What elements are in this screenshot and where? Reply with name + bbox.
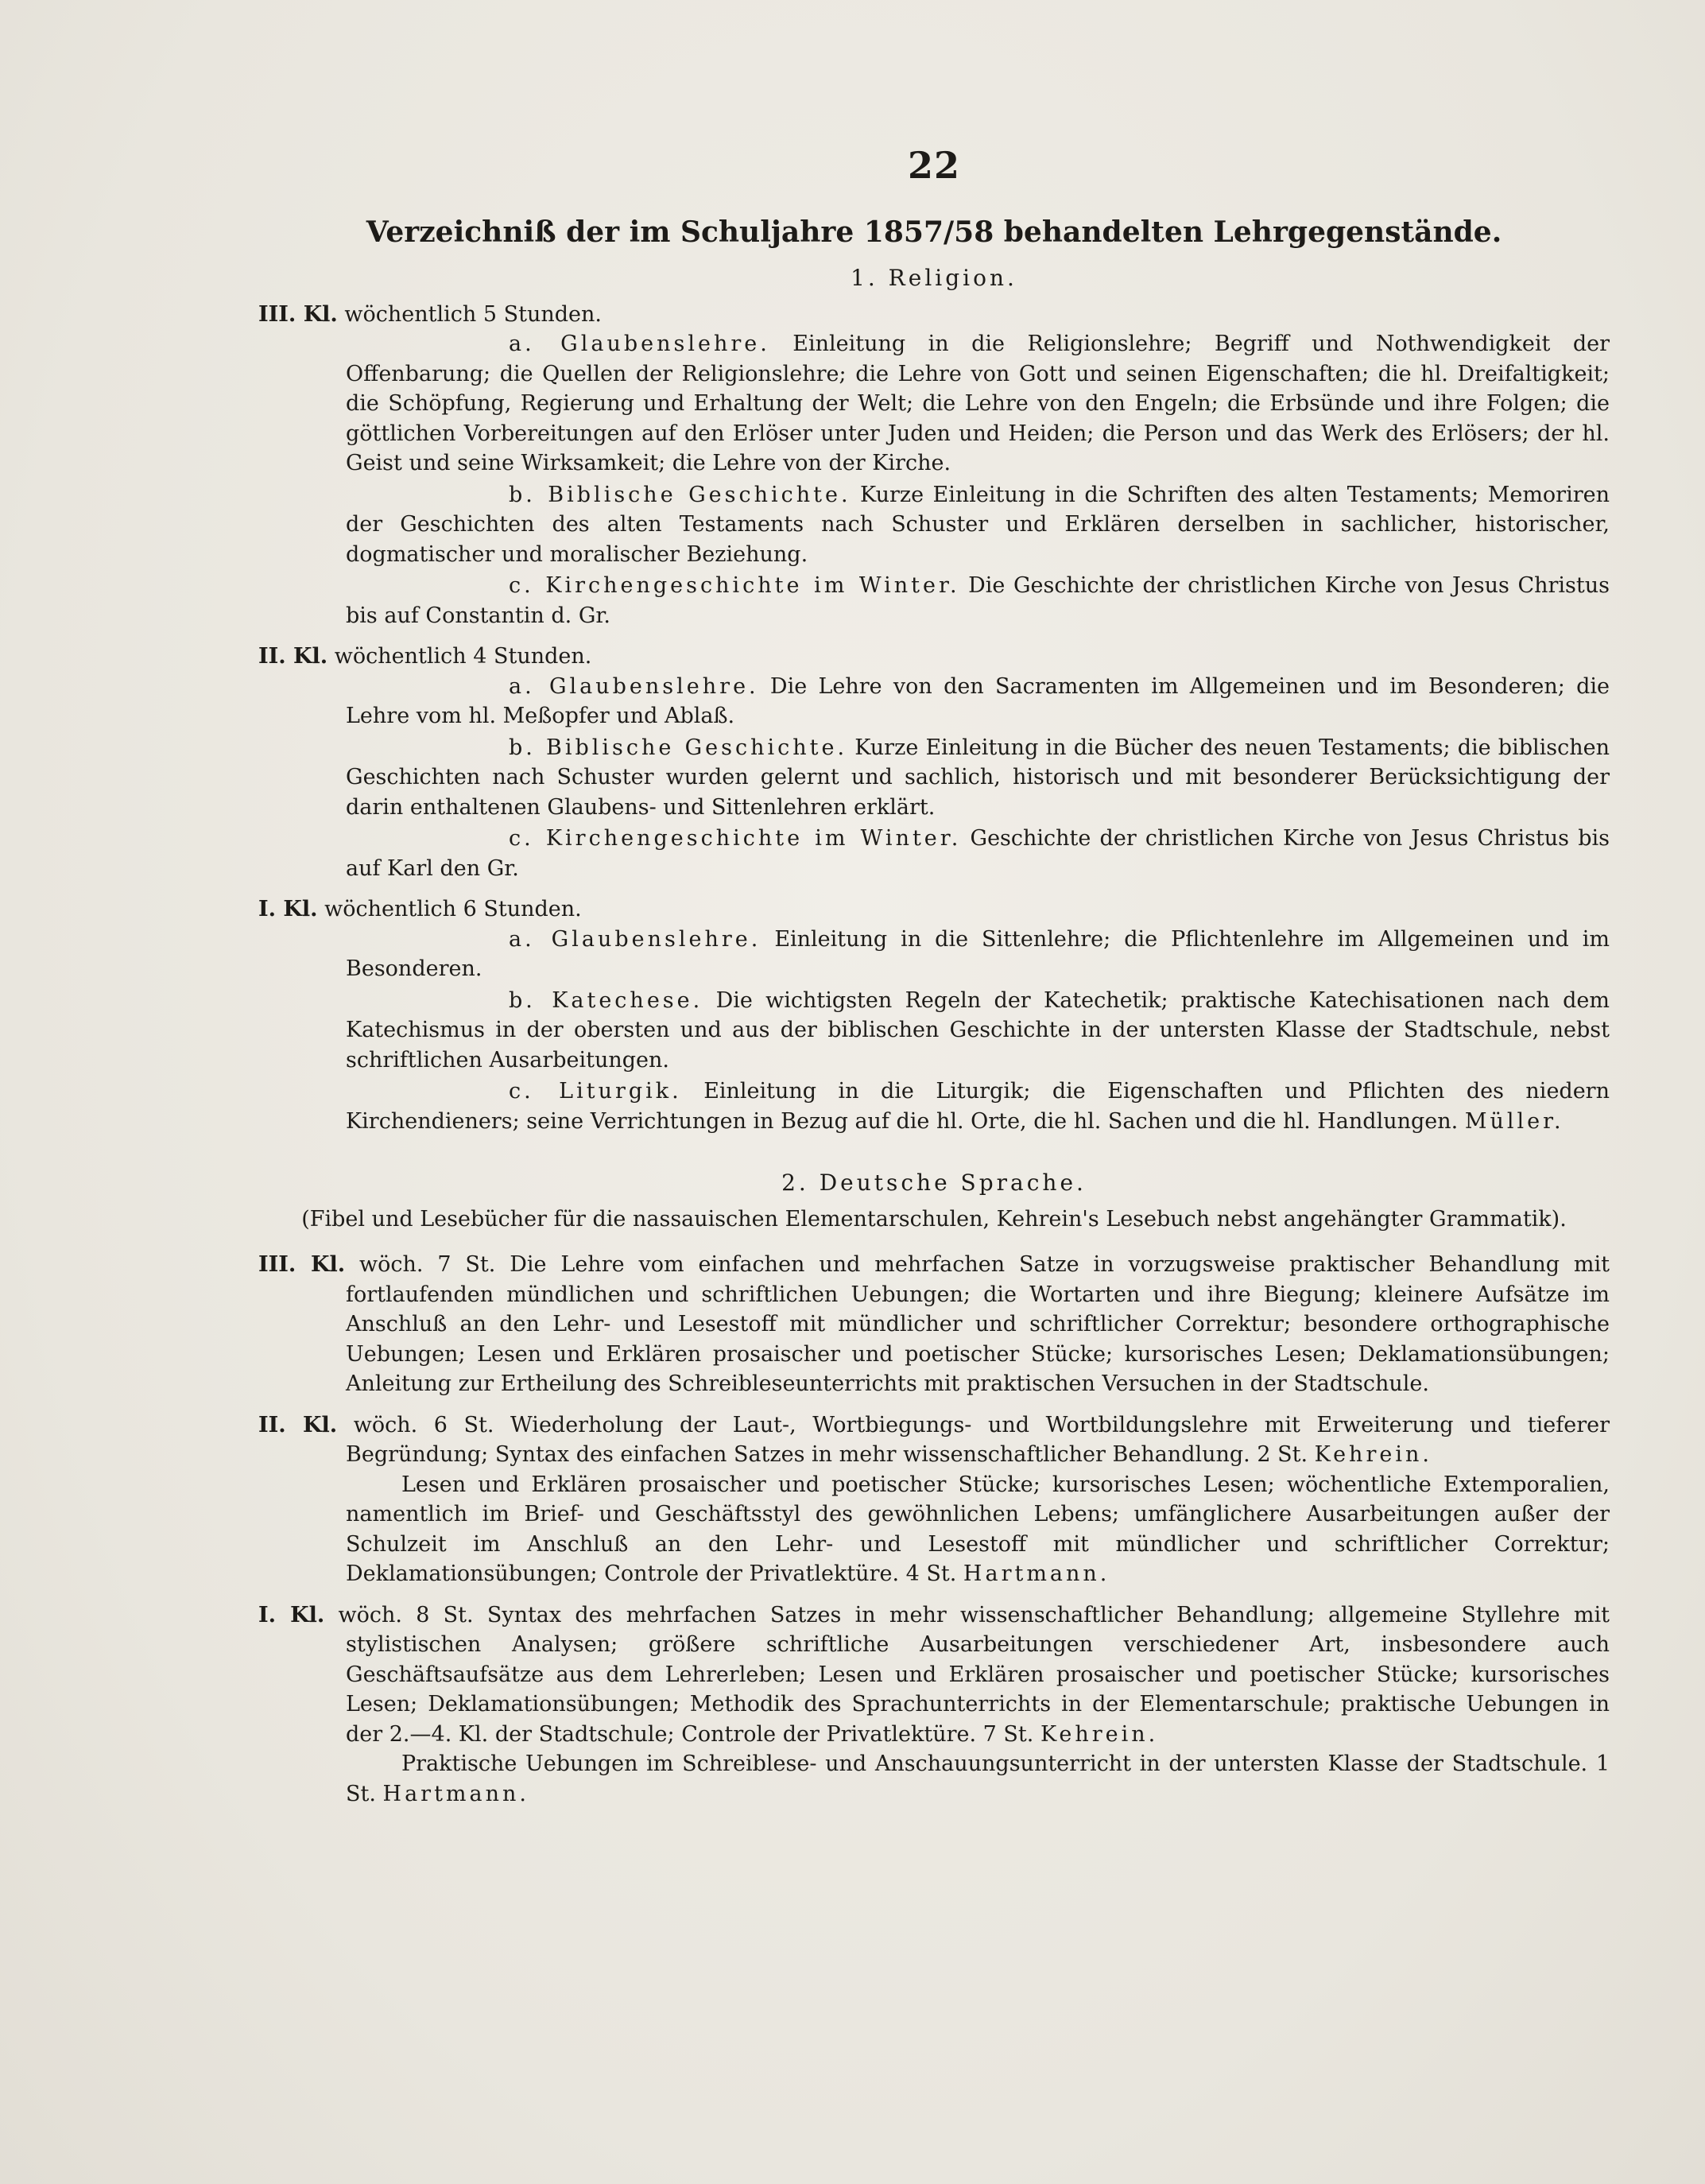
class-label: III. Kl. <box>258 301 338 327</box>
religion-class-iii <box>258 300 1610 631</box>
deutsch-class-ii: II. Kl. wöch. 6 St. Wiederholung der Laut-, Wortbiegungs- und Wortbildungslehre mit Erweiterung und tieferer Begründung; Syntax des einfachen Satzes in mehr wissenschaftlicher Behandlung. 2 St. Kehrein. Lesen und Erklären prosaischer und poetischer Stücke; kursorisches Lesen; wöchentliche Extemporalien, namentlich im Brief- und Geschäftsstyl des gewöhnlichen Lebens; umfänglichere Ausarbeitungen außer der Schulzeit im Anschluß an den Lehr- und Lesestoff mit mündlicher und schriftlicher Correktur; Deklamationsübungen; Controle der Privatlektüre. 4 St. Hartmann. <box>258 1412 1610 1586</box>
class-hours: wöch. 6 St. <box>353 1412 494 1437</box>
deutsch-class-i: I. Kl. wöch. 8 St. Syntax des mehrfachen Satzes in mehr wissenschaftlicher Behandlung; allgemeine Styllehre mit stylistischen Analysen; größere schriftliche Ausarbeitungen verschiedener Art, insbesondere auch Geschäftsaufsätze aus dem Lehrerleben; Lesen und Erklären prosaischer und poetischer Stücke; kursorisches Lesen; Deklamationsübungen; Methodik des Sprachunterrichts in der Elementarschule; praktische Uebungen in der 2.—4. Kl. der Stadtschule; Controle der Privatlektüre. 7 St. Kehrein. Praktische Uebungen im Schreiblese- und Anschauungsunterricht in der untersten Klasse der Stadtschule. 1 St. Hartmann. <box>258 1602 1610 1806</box>
class-label: III. Kl. <box>258 1252 346 1277</box>
teacher-name: Müller. <box>1464 1108 1564 1134</box>
page-number: 22 <box>907 144 960 187</box>
section-deutsch-note: (Fibel und Lesebücher für die nassauischen Elementarschulen, Kehrein's Lesebuch nebst angehängter Grammatik). <box>301 1206 1567 1232</box>
class-hours: wöchentlich 4 Stunden. <box>334 644 592 669</box>
religion-item: a. Glaubenslehre. Einleitung in die Sittenlehre; die Pflichtenlehre im Allgemeinen und im Besonderen. <box>346 926 1610 981</box>
religion-item: c. Liturgik. Einleitung in die Liturgik; die Eigenschaften und Pflichten des niedern Kirchendieners; seine Verrichtungen in Bezug auf die hl. Orte, die hl. Sachen und die hl. Handlungen. Müller. <box>346 1079 1610 1134</box>
page-content <box>258 144 1610 1820</box>
class-hours: wöch. 7 St. <box>359 1252 496 1277</box>
teacher-name: Kehrein. <box>1040 1721 1159 1747</box>
class-hours: wöchentlich 6 Stunden. <box>324 897 582 921</box>
section-religion-heading: 1. Religion. <box>851 265 1017 291</box>
religion-class-ii <box>258 642 1610 883</box>
class-label: II. Kl. <box>258 1412 338 1437</box>
document-title: Verzeichniß der im Schuljahre 1857/58 behandelten Lehrgegenstände. <box>366 215 1502 249</box>
teacher-name: Kehrein. <box>1314 1442 1432 1467</box>
teacher-name: Hartmann. <box>963 1561 1110 1586</box>
religion-item: a. Glaubenslehre. Die Lehre von den Sacramenten im Allgemeinen und im Besonderen; die Lehre vom hl. Meßopfer und Ablaß. <box>346 673 1610 728</box>
religion-item: b. Biblische Geschichte. Kurze Einleitung in die Bücher des neuen Testaments; die biblischen Geschichten nach Schuster wurden gelernt und sachlich, historisch und mit besonderer Berücksichtigung der darin enthaltenen Glaubens- und Sittenlehren erklärt. <box>346 735 1610 820</box>
religion-item: c. Kirchengeschichte im Winter. Die Geschichte der christlichen Kirche von Jesus Christus bis auf Constantin d. Gr. <box>346 573 1610 628</box>
class-hours: wöchentlich 5 Stunden. <box>344 301 602 327</box>
class-label: II. Kl. <box>258 644 328 669</box>
class-label: I. Kl. <box>258 1602 325 1627</box>
religion-class-i <box>258 894 1610 1136</box>
teacher-name: Hartmann. <box>382 1781 529 1806</box>
class-label: I. Kl. <box>258 897 318 921</box>
religion-item: b. Biblische Geschichte. Kurze Einleitung in die Schriften des alten Testaments; Memoriren der Geschichten des alten Testaments nach Schuster und Erklären derselben in sachlicher, historischer, dogmatischer und moralischer Beziehung. <box>346 482 1610 567</box>
deutsch-class-iii: III. Kl. wöch. 7 St. Die Lehre vom einfachen und mehrfachen Satze in vorzugsweise praktischer Behandlung mit fortlaufenden mündlichen und schriftlichen Uebungen; die Wortarten und ihre Biegung; kleinere Aufsätze im Anschluß an den Lehr- und Lesestoff mit mündlicher und schriftlicher Correktur; besondere orthographische Uebungen; Lesen und Erklären prosaischer und poetischer Stücke; kursorisches Lesen; Deklamationsübungen; Anleitung zur Ertheilung des Schreibleseunterrichts mit praktischen Versuchen in der Stadtschule. <box>258 1252 1610 1396</box>
religion-item: a. Glaubenslehre. Einleitung in die Religionslehre; Begriff und Nothwendigkeit der Offenbarung; die Quellen der Religionslehre; die Lehre von Gott und seinen Eigenschaften; die hl. Dreifaltigkeit; die Schöpfung, Regierung und Erhaltung der Welt; die Lehre von den Engeln; die Erbsünde und ihre Folgen; die göttlichen Vorbereitungen auf den Erlöser unter Juden und Heiden; die Person und das Werk des Erlösers; der hl. Geist und seine Wirksamkeit; die Lehre von der Kirche. <box>346 332 1610 475</box>
religion-item: c. Kirchengeschichte im Winter. Geschichte der christlichen Kirche von Jesus Christus bis auf Karl den Gr. <box>346 826 1610 881</box>
section-deutsch-heading: 2. Deutsche Sprache. <box>781 1170 1087 1196</box>
class-hours: wöch. 8 St. <box>338 1602 474 1627</box>
religion-item: b. Katechese. Die wichtigsten Regeln der Katechetik; praktische Katechisationen nach dem Katechismus in der obersten und aus der biblischen Geschichte in der untersten Klasse der Stadtschule, nebst schriftlichen Ausarbeitungen. <box>346 987 1610 1073</box>
